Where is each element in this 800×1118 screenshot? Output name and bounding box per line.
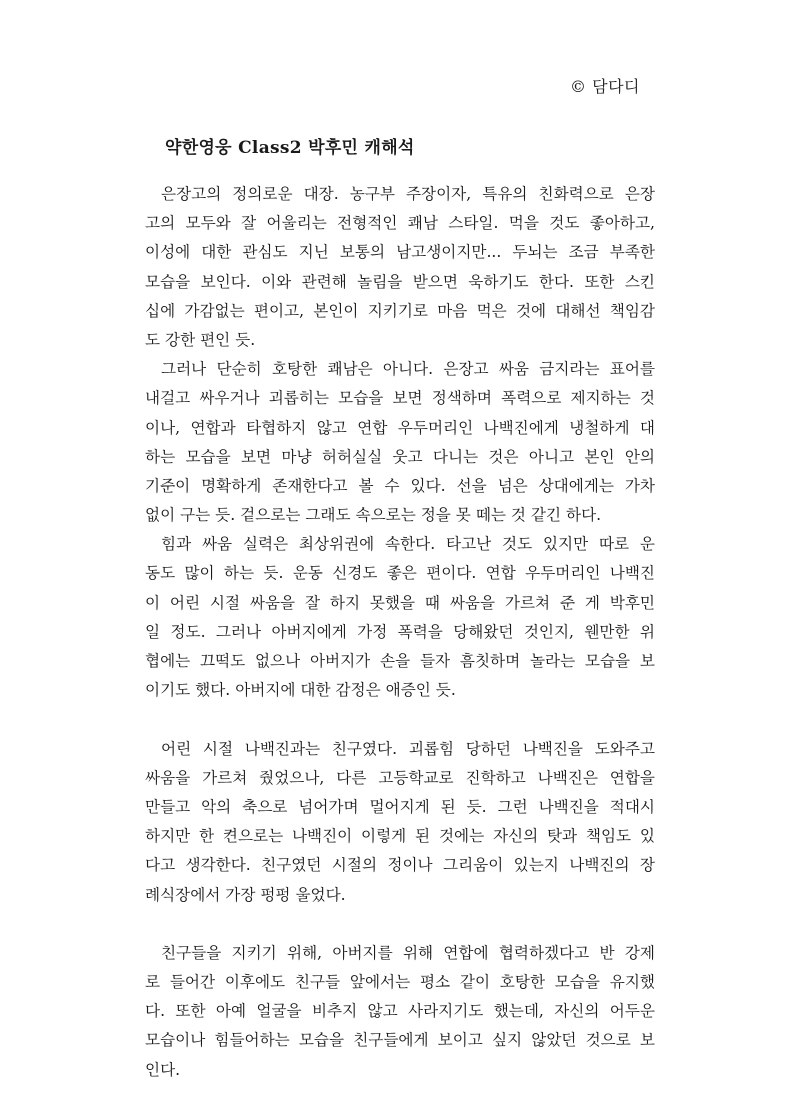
text-line: 협에는 끄떡도 없으나 아버지가 손을 들자 흠칫하며 놀라는 모습을 보 [145, 652, 655, 670]
text-line: 로 들어간 이후에도 친구들 앞에서는 평소 같이 호탕한 모습을 유지했 [145, 973, 655, 992]
text-line: 기준이 명확하게 존재한다고 볼 수 있다. 선을 넘은 상대에게는 가차 [145, 476, 655, 495]
text-line: 모습을 보인다. 이와 관련해 놀림을 받으면 욱하기도 한다. 또한 스킨 [145, 272, 655, 291]
text-line: 다. 또한 아예 얼굴을 비추지 않고 사라지기도 했는데, 자신의 어두운 [145, 1002, 655, 1021]
author-credit: © 담다디 [570, 77, 640, 96]
text-line: 인다. [145, 1060, 181, 1079]
text-line: 십에 가감없는 편이고, 본인이 지키기로 마음 먹은 것에 대해선 책임감 [145, 301, 655, 320]
text-line: 고의 모두와 잘 어울리는 전형적인 쾌남 스타일. 먹을 것도 좋아하고, [145, 214, 655, 233]
paragraph-gap [145, 705, 655, 734]
text-line: 어린 시절 나백진과는 친구였다. 괴롭힘 당하던 나백진을 도와주고 [161, 739, 655, 758]
text-line: 이 어린 시절 싸움을 잘 하지 못했을 때 싸움을 가르쳐 준 게 박후민 [145, 593, 655, 612]
text-line: 하는 모습을 보면 마냥 허허실실 웃고 다니는 것은 아니고 본인 안의 [145, 447, 655, 466]
text-line: 이기도 했다. 아버지에 대한 감정은 애증인 듯. [145, 681, 456, 700]
text-line: 친구들을 지키기 위해, 아버지를 위해 연합에 협력하겠다고 반 강제 [161, 943, 655, 962]
text-line: 그러나 단순히 호탕한 쾌남은 아니다. 은장고 싸움 금지라는 표어를 [161, 360, 655, 379]
text-line: 하지만 한 켠으로는 나백진이 이렇게 된 것에는 자신의 탓과 책임도 있 [145, 827, 655, 846]
text-line: 이나, 연합과 타협하지 않고 연합 우두머리인 나백진에게 냉철하게 대 [145, 418, 655, 437]
text-line: 다고 생각한다. 친구였던 시절의 정이나 그리움이 있는지 나백진의 장 [145, 856, 655, 875]
text-line: 례식장에서 가장 펑펑 울었다. [145, 885, 346, 904]
text-line: 모습이나 힘들어하는 모습을 친구들에게 보이고 싶지 않았던 것으로 보 [145, 1031, 655, 1050]
text-line: 힘과 싸움 실력은 최상위권에 속한다. 타고난 것도 있지만 따로 운 [161, 535, 655, 554]
text-line: 내걸고 싸우거나 괴롭히는 모습을 보면 정색하며 폭력으로 제지하는 것 [145, 389, 655, 408]
text-line: 이성에 대한 관심도 지닌 보통의 남고생이지만... 두뇌는 조금 부족한 [145, 243, 655, 262]
text-line: 일 정도. 그러나 아버지에게 가정 폭력을 당해왔던 것인지, 웬만한 위 [145, 622, 655, 641]
text-line: 은장고의 정의로운 대장. 농구부 주장이자, 특유의 친화력으로 은장 [161, 185, 655, 203]
text-line: 도 강한 편인 듯. [145, 330, 256, 349]
document-body [145, 180, 655, 1085]
text-line: 만들고 악의 축으로 넘어가며 멀어지게 된 듯. 그런 나백진을 적대시 [145, 797, 655, 816]
document-title: 약한영웅 Class2 박후민 캐해석 [165, 138, 415, 158]
paragraph-gap [145, 910, 655, 939]
text-line: 없이 구는 듯. 겉으로는 그래도 속으로는 정을 못 떼는 것 같긴 하다. [145, 506, 602, 525]
text-line: 싸움을 가르쳐 줬었으나, 다른 고등학교로 진학하고 나백진은 연합을 [145, 768, 655, 787]
text-line: 동도 많이 하는 듯. 운동 신경도 좋은 편이다. 연합 우두머리인 나백진 [145, 564, 655, 583]
